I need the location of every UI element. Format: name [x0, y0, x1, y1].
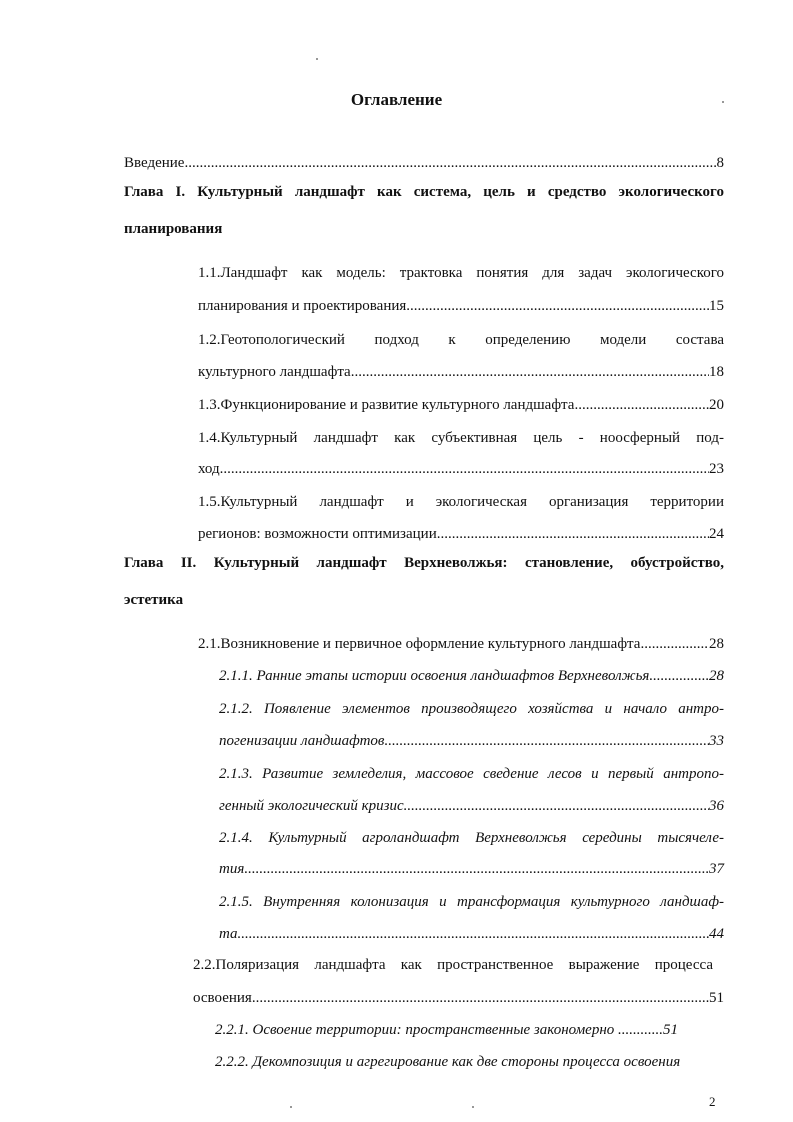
toc-entry-page: 51 — [663, 1022, 679, 1038]
scan-speck — [722, 101, 724, 103]
toc-entry-text: регионов: возможности оптимизации — [198, 526, 437, 542]
toc-entry-page: 28 — [709, 636, 724, 652]
toc-entry-page: 23 — [709, 461, 724, 477]
toc-entry-leader: ............ — [614, 1022, 664, 1038]
page-title: Оглавление — [350, 90, 443, 109]
toc-entry-page: 37 — [709, 861, 724, 877]
toc-entry-s213 — [219, 796, 724, 816]
toc-entry-page: 33 — [709, 733, 724, 749]
toc-entry-s15 — [198, 524, 724, 544]
toc-entry-text: генный экологический кризис — [219, 798, 404, 814]
toc-entry-s212 — [219, 731, 724, 751]
toc-entry-page: 36 — [709, 798, 724, 814]
toc-entry-s11 — [198, 296, 724, 316]
toc-entry-page: 24 — [709, 526, 724, 542]
scan-speck — [290, 1106, 292, 1108]
toc-entry-s21 — [198, 634, 724, 654]
toc-entry-intro — [124, 153, 724, 173]
toc-entry-page: 28 — [709, 668, 724, 684]
toc-entry-line: 2.1.2. Появление элементов производящего хозяйства и начало антро- — [219, 701, 724, 717]
chapter-heading-cont: эстетика — [124, 592, 184, 608]
toc-entry-text: планирования и проектирования — [198, 298, 407, 314]
chapter-heading: Глава I. Культурный ландшафт как система, цель и средство экологического — [124, 184, 724, 200]
toc-entry-s14 — [198, 459, 724, 479]
toc-entry-page: 8 — [716, 155, 724, 171]
chapter-heading-cont: планирования — [124, 221, 223, 237]
toc-entry-text: погенизации ландшафтов — [219, 733, 385, 749]
toc-entry-line: 1.1.Ландшафт как модель: трактовка понятия для задач экологического — [198, 265, 724, 281]
toc-entry-line: 2.1.5. Внутренняя колонизация и трансформация культурного ландшаф- — [219, 894, 724, 910]
toc-entry-line: 1.4.Культурный ландшафт как субъективная цель - ноосферный под- — [198, 430, 724, 446]
toc-entry-line: 2.1.3. Развитие земледелия, массовое сведение лесов и первый антропо- — [219, 766, 724, 782]
toc-entry-text: Введение — [124, 155, 185, 171]
toc-entry-line: 1.5.Культурный ландшафт и экологическая организация территории — [198, 494, 724, 510]
toc-entry-page: 18 — [709, 364, 724, 380]
page-number: 2 — [709, 1094, 716, 1109]
toc-entry-line: 1.2.Геотопологический подход к определению модели состава — [198, 332, 724, 348]
toc-entry-text: 2.1.Возникновение и первичное оформление культурного ландшафта — [198, 636, 641, 652]
toc-entry-line: 2.2.Поляризация ландшафта как пространственное выражение процесса — [193, 957, 713, 973]
toc-entry-text: освоения — [193, 990, 252, 1006]
toc-entry-s221 — [215, 1020, 678, 1040]
toc-entry-text: та — [219, 926, 238, 942]
toc-entry-text: 2.2.1. Освоение территории: пространственные закономерно — [215, 1022, 615, 1038]
chapter-heading: Глава II. Культурный ландшафт Верхневолжья: становление, обустройство, — [124, 555, 724, 571]
toc-entry-text: ход — [198, 461, 220, 477]
toc-entry-s22 — [193, 988, 724, 1008]
toc-entry-page: 20 — [709, 397, 724, 413]
scan-speck — [316, 58, 318, 60]
toc-entry-s12 — [198, 362, 724, 382]
toc-entry-s215 — [219, 924, 724, 944]
toc-entry-text: культурного ландшафта — [198, 364, 351, 380]
toc-entry-page: 44 — [709, 926, 724, 942]
scan-speck — [472, 1106, 474, 1108]
toc-entry-line: 2.1.4. Культурный агроландшафт Верхневолжья середины тысячеле- — [219, 830, 724, 846]
toc-entry-page: 15 — [709, 298, 724, 314]
toc-entry-text: тия — [219, 861, 245, 877]
toc-entry-s13 — [198, 395, 724, 415]
toc-entry-text: 1.3.Функционирование и развитие культурного ландшафта — [198, 397, 575, 413]
toc-entry-s214 — [219, 859, 724, 879]
toc-entry-s222: 2.2.2. Декомпозиция и агрегирование как две стороны процесса освоения — [215, 1054, 681, 1070]
toc-entry-s211 — [219, 666, 724, 686]
toc-entry-text: 2.1.1. Ранние этапы истории освоения ландшафтов Верхневолжья — [219, 668, 650, 684]
toc-entry-page: 51 — [709, 990, 724, 1006]
